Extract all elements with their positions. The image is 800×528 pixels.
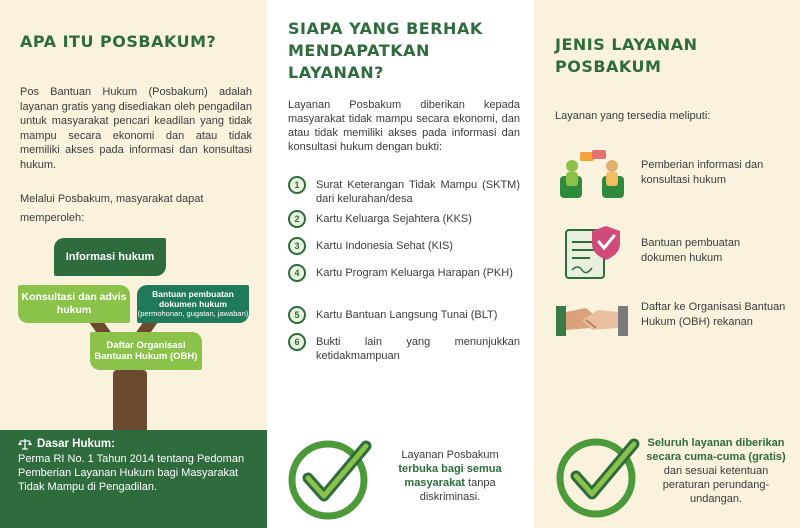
consultation-icon: [556, 150, 628, 202]
requirement-text: Surat Keterangan Tidak Mampu (SKTM) dari kelurahan/desa: [316, 179, 520, 205]
col1-title: APA ITU POSBAKUM?: [20, 32, 217, 51]
requirement-number: 2: [288, 210, 306, 228]
col2-intro: Layanan Posbakum diberikan kepada masyarakat tidak mampu secara ekonomi, dan atau tidak memiliki akses pada informasi dan konsultasi hukum dengan bukti:: [288, 99, 520, 153]
dasar-hukum-title-text: Dasar Hukum:: [37, 438, 115, 450]
note-text: dan sesuai ketentuan peraturan perundang-undangan.: [662, 465, 770, 505]
leaf-label: Daftar Organisasi Bantuan Hukum (OBH): [94, 340, 198, 362]
checkmark-icon: [288, 434, 374, 520]
requirement-text: Kartu Program Keluarga Harapan (PKH): [316, 267, 513, 279]
requirement-number: 3: [288, 237, 306, 255]
requirement-text: Bukti lain yang menunjukkan ketidakmampuan: [316, 336, 520, 362]
scales-icon: [18, 438, 32, 450]
service-item: Bantuan pembuatan dokumen hukum: [641, 237, 741, 264]
tree-trunk: [113, 370, 147, 432]
requirement-number: 5: [288, 306, 306, 324]
requirement-item: [288, 237, 520, 255]
note-text: tanpa diskriminasi.: [419, 477, 496, 503]
col1-paragraph2: Melalui Posbakum, masyarakat dapat memperoleh:: [20, 193, 204, 224]
dasar-hukum-text: Perma RI No. 1 Tahun 2014 tentang Pedoman Pemberian Layanan Hukum bagi Masyarakat Tidak Mampu di Pengadilan.: [18, 453, 245, 493]
col1-paragraph: Pos Bantuan Hukum (Posbakum) adalah layanan gratis yang disediakan oleh pengadilan untuk masyarakat pencari keadilan yang tidak mampu secara ekonomi dan atau tidak memiliki akses pada informasi dan konsultasi hukum.: [20, 86, 252, 171]
col2-title: SIAPA YANG BERHAK MENDAPATKAN LAYANAN?: [288, 19, 483, 82]
note-highlight: Seluruh layanan diberikan secara cuma-cuma (gratis): [646, 437, 786, 463]
leaf-informasi-hukum: [54, 238, 166, 276]
col3-note: [646, 436, 786, 506]
col2-note: [380, 448, 520, 504]
note-highlight: terbuka bagi semua masyarakat: [398, 463, 502, 489]
requirement-item: [288, 306, 520, 324]
dasar-hukum-box: [0, 430, 267, 528]
dasar-hukum-title: [18, 438, 249, 450]
requirement-item: [288, 264, 520, 282]
leaf-label: Konsultasi dan advis hukum: [21, 291, 127, 316]
service-item: Pemberian informasi dan konsultasi hukum: [641, 159, 764, 186]
requirement-number: 4: [288, 264, 306, 282]
requirement-item: [288, 176, 520, 206]
checkmark-icon: [556, 432, 642, 518]
requirement-text: Kartu Keluarga Sejahtera (KKS): [316, 213, 472, 225]
col3-title: JENIS LAYANAN POSBAKUM: [555, 35, 698, 76]
requirement-text: Kartu Bantuan Langsung Tunai (BLT): [316, 309, 498, 321]
leaf-daftar-obh: [90, 332, 202, 370]
col3-intro: Layanan yang tersedia meliputi:: [555, 110, 711, 122]
requirement-text: Kartu Indonesia Sehat (KIS): [316, 240, 453, 252]
leaf-bantuan-dokumen: [137, 285, 249, 323]
document-shield-icon: [562, 222, 622, 282]
note-text: Layanan Posbakum: [401, 449, 499, 461]
requirement-item: [288, 333, 520, 363]
leaf-label: Informasi hukum: [65, 251, 155, 263]
requirement-number: 1: [288, 176, 306, 194]
leaf-label: Bantuan pembuatan dokumen hukum: [152, 289, 234, 309]
requirement-item: [288, 210, 520, 228]
service-item: Daftar ke Organisasi Bantuan Hukum (OBH) rekanan: [641, 301, 786, 328]
leaf-konsultasi: [18, 285, 130, 323]
requirement-number: 6: [288, 333, 306, 351]
handshake-icon: [556, 298, 628, 342]
leaf-sublabel: (permohonan, gugatan, jawaban): [137, 309, 249, 318]
